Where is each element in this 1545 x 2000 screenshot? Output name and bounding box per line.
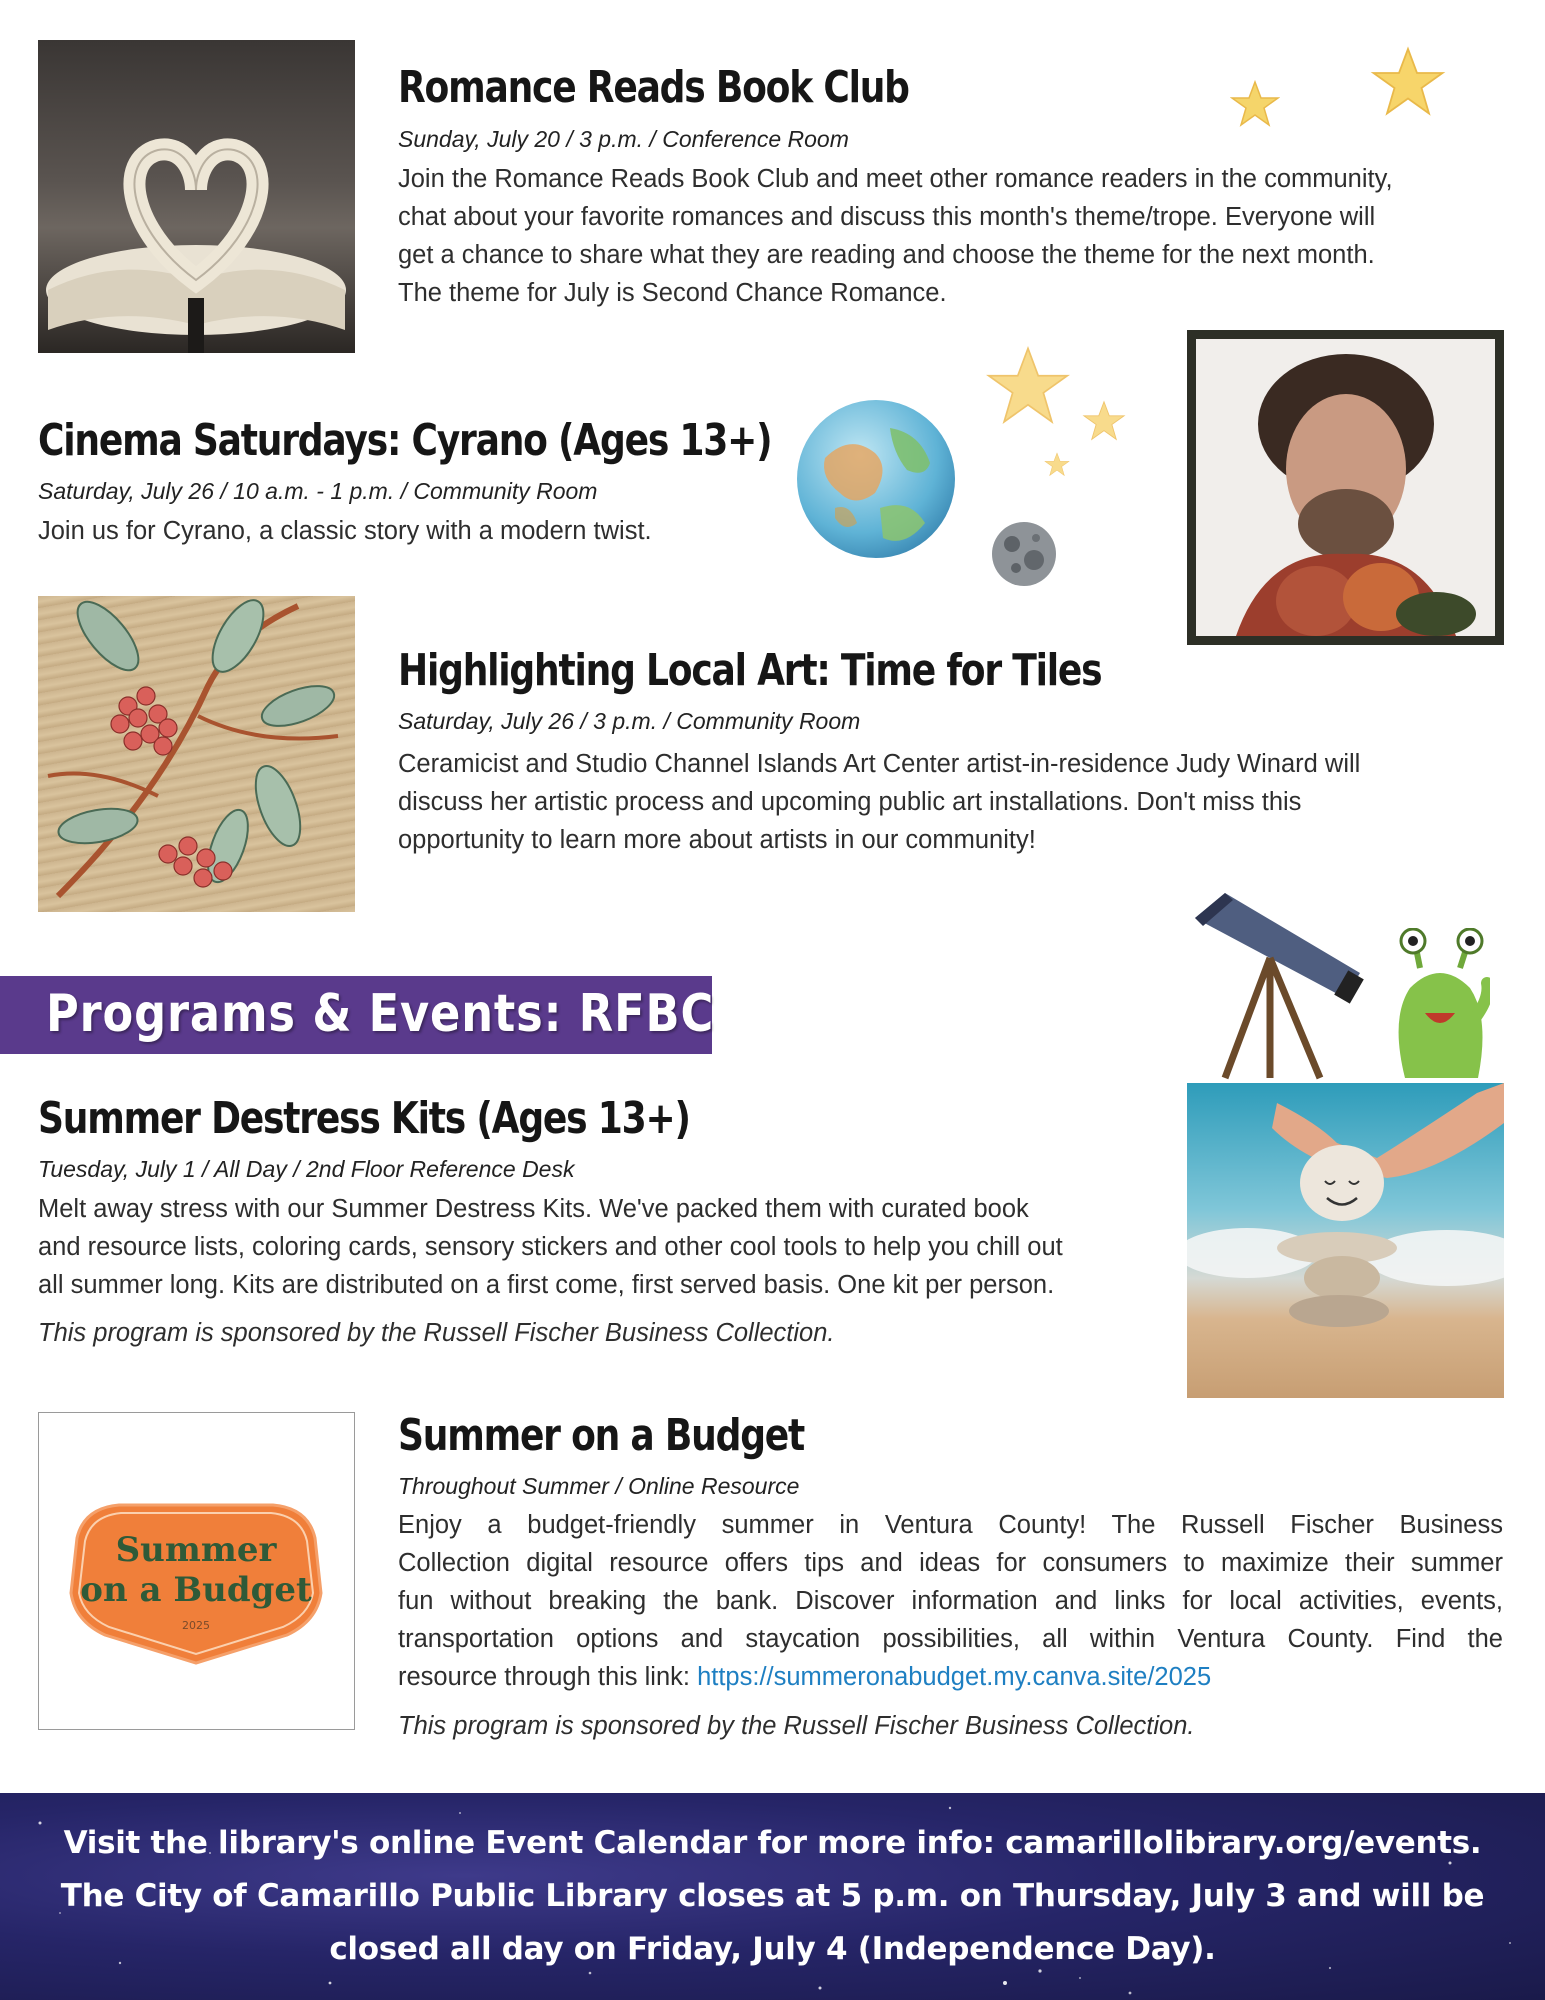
event-meta: Sunday, July 20 / 3 p.m. / Conference Room <box>398 126 849 152</box>
description-line: and resource lists, coloring cards, sensory stickers and other cool tools to help you chill out <box>38 1233 1063 1261</box>
movie-poster-photo <box>1187 330 1504 645</box>
event-meta: Tuesday, July 1 / All Day / 2nd Floor Reference Desk <box>38 1156 575 1182</box>
badge-year: 2025 <box>182 1619 210 1632</box>
summer-budget-link[interactable]: https://summeronabudget.my.canva.site/2025 <box>697 1663 1212 1691</box>
section-banner <box>0 976 715 1054</box>
sponsor-note: This program is sponsored by the Russell Fischer Business Collection. <box>398 1712 1195 1740</box>
telescope-icon <box>1185 888 1380 1083</box>
link-prefix: resource through this link: <box>398 1663 698 1691</box>
tile-art-photo <box>38 596 355 912</box>
description-line: get a chance to share what they are reading and choose the theme for the next month. <box>398 241 1375 269</box>
description-line: discuss her artistic process and upcoming public art installations. Don't miss this <box>398 788 1302 816</box>
sponsor-note: This program is sponsored by the Russell Fischer Business Collection. <box>38 1319 835 1347</box>
star-icon <box>985 345 1071 427</box>
star-icon <box>1044 452 1070 477</box>
footer-line: closed all day on Friday, July 4 (Independence Day). <box>329 1931 1216 1967</box>
event-description <box>38 1190 1168 1304</box>
star-icon <box>1230 80 1280 128</box>
section-banner-title: Programs & Events: RFBC <box>46 984 715 1044</box>
event-title: Summer on a Budget <box>398 1410 805 1461</box>
description-line: transportation options and staycation possibilities, all within Ventura County. Find the <box>398 1625 1503 1653</box>
description-line: The theme for July is Second Chance Romance. <box>398 279 947 307</box>
globe-icon <box>795 398 957 560</box>
description-line: Collection digital resource offers tips and ideas for consumers to maximize their summer <box>398 1549 1503 1577</box>
footer-line: The City of Camarillo Public Library closes at 5 p.m. on Thursday, July 3 and will be <box>60 1878 1485 1914</box>
description-line: fun without breaking the bank. Discover information and links for local activities, events, <box>398 1587 1503 1615</box>
summer-on-a-budget-logo <box>38 1412 355 1730</box>
alien-icon <box>1390 928 1490 1083</box>
event-description <box>398 1506 1503 1696</box>
book-heart-photo <box>38 40 355 353</box>
balancing-stones-photo <box>1187 1083 1504 1398</box>
footer-banner <box>0 1793 1545 2000</box>
event-title: Cinema Saturdays: Cyrano (Ages 13+) <box>38 415 772 466</box>
description-line: opportunity to learn more about artists in our community! <box>398 826 1036 854</box>
description-line: Join the Romance Reads Book Club and meet other romance readers in the community, <box>398 165 1393 193</box>
description-line: all summer long. Kits are distributed on a first come, first served basis. One kit per person. <box>38 1271 1055 1299</box>
event-title: Romance Reads Book Club <box>398 62 909 113</box>
event-title: Highlighting Local Art: Time for Tiles <box>398 645 1102 696</box>
event-description <box>398 745 1503 859</box>
event-meta: Throughout Summer / Online Resource <box>398 1473 800 1499</box>
description-line: Ceramicist and Studio Channel Islands Art Center artist-in-residence Judy Winard will <box>398 750 1361 778</box>
event-meta: Saturday, July 26 / 10 a.m. - 1 p.m. / Community Room <box>38 478 598 504</box>
footer-line: Visit the library's online Event Calendar for more info: camarillolibrary.org/events. <box>63 1825 1482 1861</box>
event-title: Summer Destress Kits (Ages 13+) <box>38 1093 690 1144</box>
badge-line-2: on a Budget <box>80 1570 312 1610</box>
description-line: chat about your favorite romances and discuss this month's theme/trope. Everyone will <box>398 203 1376 231</box>
star-icon <box>1082 400 1126 442</box>
badge-line-1: Summer <box>115 1530 277 1570</box>
star-icon <box>1370 46 1446 118</box>
description-line <box>398 1658 1503 1696</box>
event-description: Join us for Cyrano, a classic story with a modern twist. <box>38 517 652 545</box>
description-line: Enjoy a budget-friendly summer in Ventura County! The Russell Fischer Business <box>398 1511 1503 1539</box>
moon-icon <box>990 520 1058 588</box>
event-description <box>398 160 1516 312</box>
description-line: Melt away stress with our Summer Destress Kits. We've packed them with curated book <box>38 1195 1029 1223</box>
event-meta: Saturday, July 26 / 3 p.m. / Community Room <box>398 708 861 734</box>
